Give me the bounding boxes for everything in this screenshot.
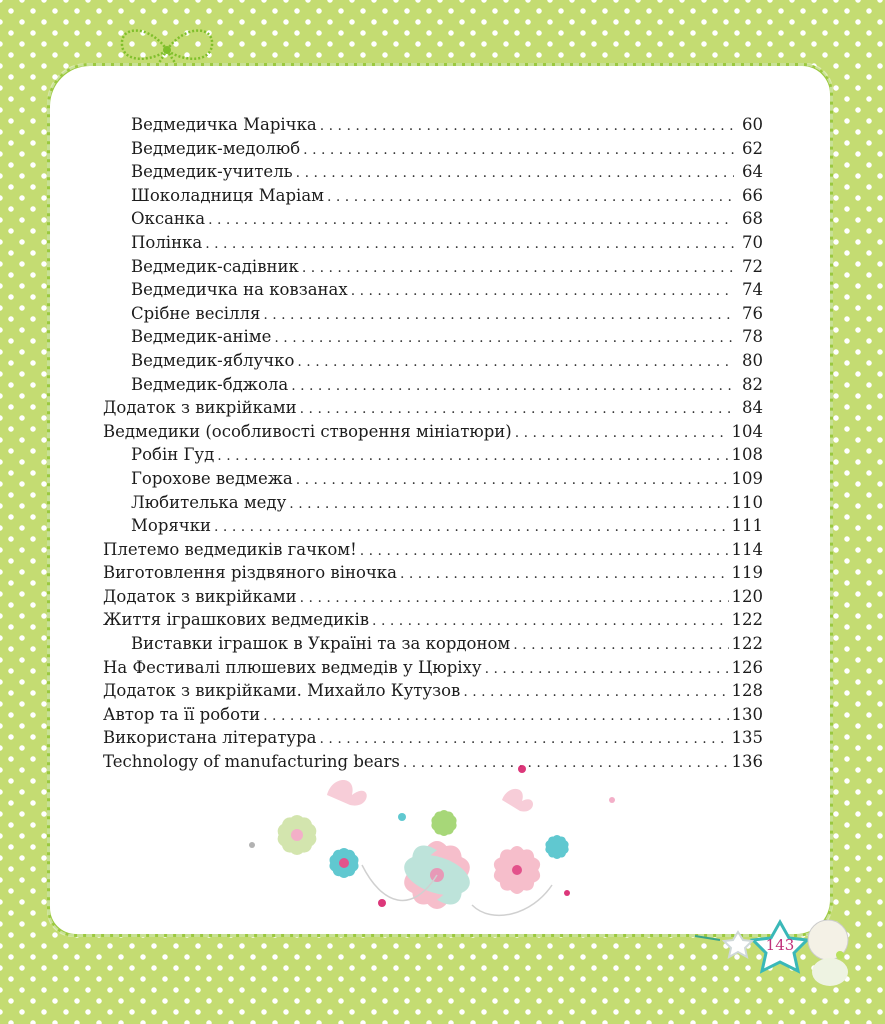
toc-dot-leader	[263, 705, 728, 729]
toc-entry	[103, 632, 763, 656]
toc-dot-leader	[351, 280, 734, 304]
toc-entry-title: Ведмедик-учитель	[131, 162, 293, 182]
toc-entry-page: 80	[742, 350, 763, 370]
toc-entry-title: Виставки іграшок в Україні та за кордоном	[131, 634, 511, 654]
toc-entry-title: Шоколадниця Маріам	[131, 185, 324, 205]
toc-entry-title: Плетемо ведмедиків гачком!	[103, 539, 357, 559]
toc-entry-title: Ведмедичка на ковзанах	[131, 280, 348, 300]
toc-dot-leader	[296, 162, 734, 186]
toc-entry-title: Полінка	[131, 232, 203, 252]
toc-dot-leader	[296, 469, 729, 493]
toc-entry-page: 70	[742, 232, 763, 252]
toc-dot-leader	[515, 422, 729, 446]
toc-entry	[103, 514, 763, 538]
toc-entry	[103, 373, 763, 397]
toc-entry-page: 84	[742, 398, 763, 418]
toc-entry	[103, 538, 763, 562]
toc-entry-page: 110	[731, 492, 763, 512]
toc-entry-page: 122	[731, 634, 763, 654]
toc-entry	[103, 184, 763, 208]
toc-entry-title: Робін Гуд	[131, 445, 215, 465]
toc-dot-leader	[320, 115, 734, 139]
toc-entry-title: Додаток з викрійками	[103, 398, 297, 418]
toc-dot-leader	[208, 209, 734, 233]
toc-entry	[103, 278, 763, 302]
toc-dot-leader	[372, 610, 728, 634]
toc-entry	[103, 207, 763, 231]
toc-entry-page: 111	[731, 516, 763, 536]
toc-entry-title: Використана література	[103, 728, 317, 748]
toc-dot-leader	[400, 563, 729, 587]
toc-entry-page: 74	[742, 280, 763, 300]
toc-entry-title: Виготовлення різдвяного віночка	[103, 563, 397, 583]
toc-dot-leader	[485, 658, 729, 682]
toc-entry-title: Technology of manufacturing bears	[103, 752, 400, 772]
toc-entry	[103, 491, 763, 515]
toc-entry-page: 78	[742, 327, 763, 347]
toc-entry-page: 66	[742, 185, 763, 205]
toc-entry-title: Ведмедичка Марічка	[131, 115, 317, 134]
toc-entry-title: Ведмедик-бджола	[131, 374, 289, 394]
toc-dot-leader	[303, 139, 734, 163]
toc-dot-leader	[360, 540, 729, 564]
toc-entry-title: Морячки	[131, 516, 212, 536]
toc-entry-page: 109	[731, 468, 763, 488]
toc-entry-title: Додаток з викрійками	[103, 586, 297, 606]
toc-entry	[103, 467, 763, 491]
toc-entry	[103, 231, 763, 255]
toc-dot-leader	[302, 257, 734, 281]
toc-entry	[103, 113, 763, 137]
toc-dot-leader	[327, 186, 734, 210]
toc-entry-page: 62	[742, 138, 763, 158]
toc-entry	[103, 656, 763, 680]
toc-entry-title: Додаток з викрійками. Михайло Кутузов	[103, 681, 461, 701]
toc-entry	[103, 443, 763, 467]
table-of-contents	[103, 113, 763, 774]
toc-entry-page: 60	[742, 115, 763, 134]
toc-entry-title: Ведмедик-садівник	[131, 256, 299, 276]
toc-entry-title: Ведмедик-яблучко	[131, 350, 295, 370]
toc-dot-leader	[205, 233, 734, 257]
toc-entry-page: 108	[731, 445, 763, 465]
flower-decoration-icon	[232, 765, 632, 935]
toc-dot-leader	[300, 587, 729, 611]
toc-dot-leader	[214, 516, 728, 540]
toc-entry	[103, 137, 763, 161]
toc-entry-page: 114	[731, 539, 763, 559]
toc-dot-leader	[289, 493, 728, 517]
toc-entry-title: Автор та її роботи	[103, 704, 261, 724]
toc-entry-page: 76	[742, 303, 763, 323]
toc-dot-leader	[263, 304, 734, 328]
toc-entry	[103, 561, 763, 585]
toc-dot-leader	[463, 681, 728, 705]
toc-entry	[103, 420, 763, 444]
toc-entry-page: 126	[731, 657, 763, 677]
toc-entry-title: Ведмедик-медолюб	[131, 138, 301, 158]
page-number-badge	[690, 900, 850, 1000]
toc-entry-page: 130	[731, 704, 763, 724]
toc-dot-leader	[300, 398, 734, 422]
toc-entry-page: 82	[742, 374, 763, 394]
toc-entry-title: Срібне весілля	[131, 303, 261, 323]
toc-entry	[103, 160, 763, 184]
toc-entry-title: Оксанка	[131, 209, 206, 229]
toc-entry-page: 119	[731, 563, 763, 583]
toc-entry	[103, 679, 763, 703]
toc-entry-page: 120	[731, 586, 763, 606]
toc-entry	[103, 608, 763, 632]
toc-entry-page: 104	[731, 421, 763, 441]
toc-entry-title: Любителька меду	[131, 492, 287, 512]
toc-entry	[103, 585, 763, 609]
toc-entry-page: 128	[731, 681, 763, 701]
toc-entry	[103, 349, 763, 373]
toc-dot-leader	[320, 728, 729, 752]
toc-dot-leader	[291, 375, 734, 399]
toc-dot-leader	[274, 327, 734, 351]
toc-entry	[103, 302, 763, 326]
toc-entry-page: 64	[742, 162, 763, 182]
toc-entry	[103, 396, 763, 420]
toc-entry-page: 68	[742, 209, 763, 229]
toc-entry	[103, 703, 763, 727]
toc-entry-title: Горохове ведмежа	[131, 468, 293, 488]
toc-entry-title: На Фестивалі плюшевих ведмедів у Цюріху	[103, 657, 482, 677]
toc-dot-leader	[513, 634, 728, 658]
toc-entry-page: 135	[731, 728, 763, 748]
toc-entry	[103, 255, 763, 279]
toc-entry-page: 122	[731, 610, 763, 630]
toc-entry	[103, 726, 763, 750]
toc-entry-title: Ведмедики (особливості створення мініатюри)	[103, 421, 512, 441]
toc-entry-page: 136	[731, 752, 763, 772]
toc-dot-leader	[297, 351, 734, 375]
page-number: 143	[765, 936, 795, 954]
toc-entry-page: 72	[742, 256, 763, 276]
toc-dot-leader	[217, 445, 728, 469]
toc-entry	[103, 325, 763, 349]
toc-entry-title: Ведмедик-аніме	[131, 327, 272, 347]
toc-entry-title: Життя іграшкових ведмедиків	[103, 610, 370, 630]
